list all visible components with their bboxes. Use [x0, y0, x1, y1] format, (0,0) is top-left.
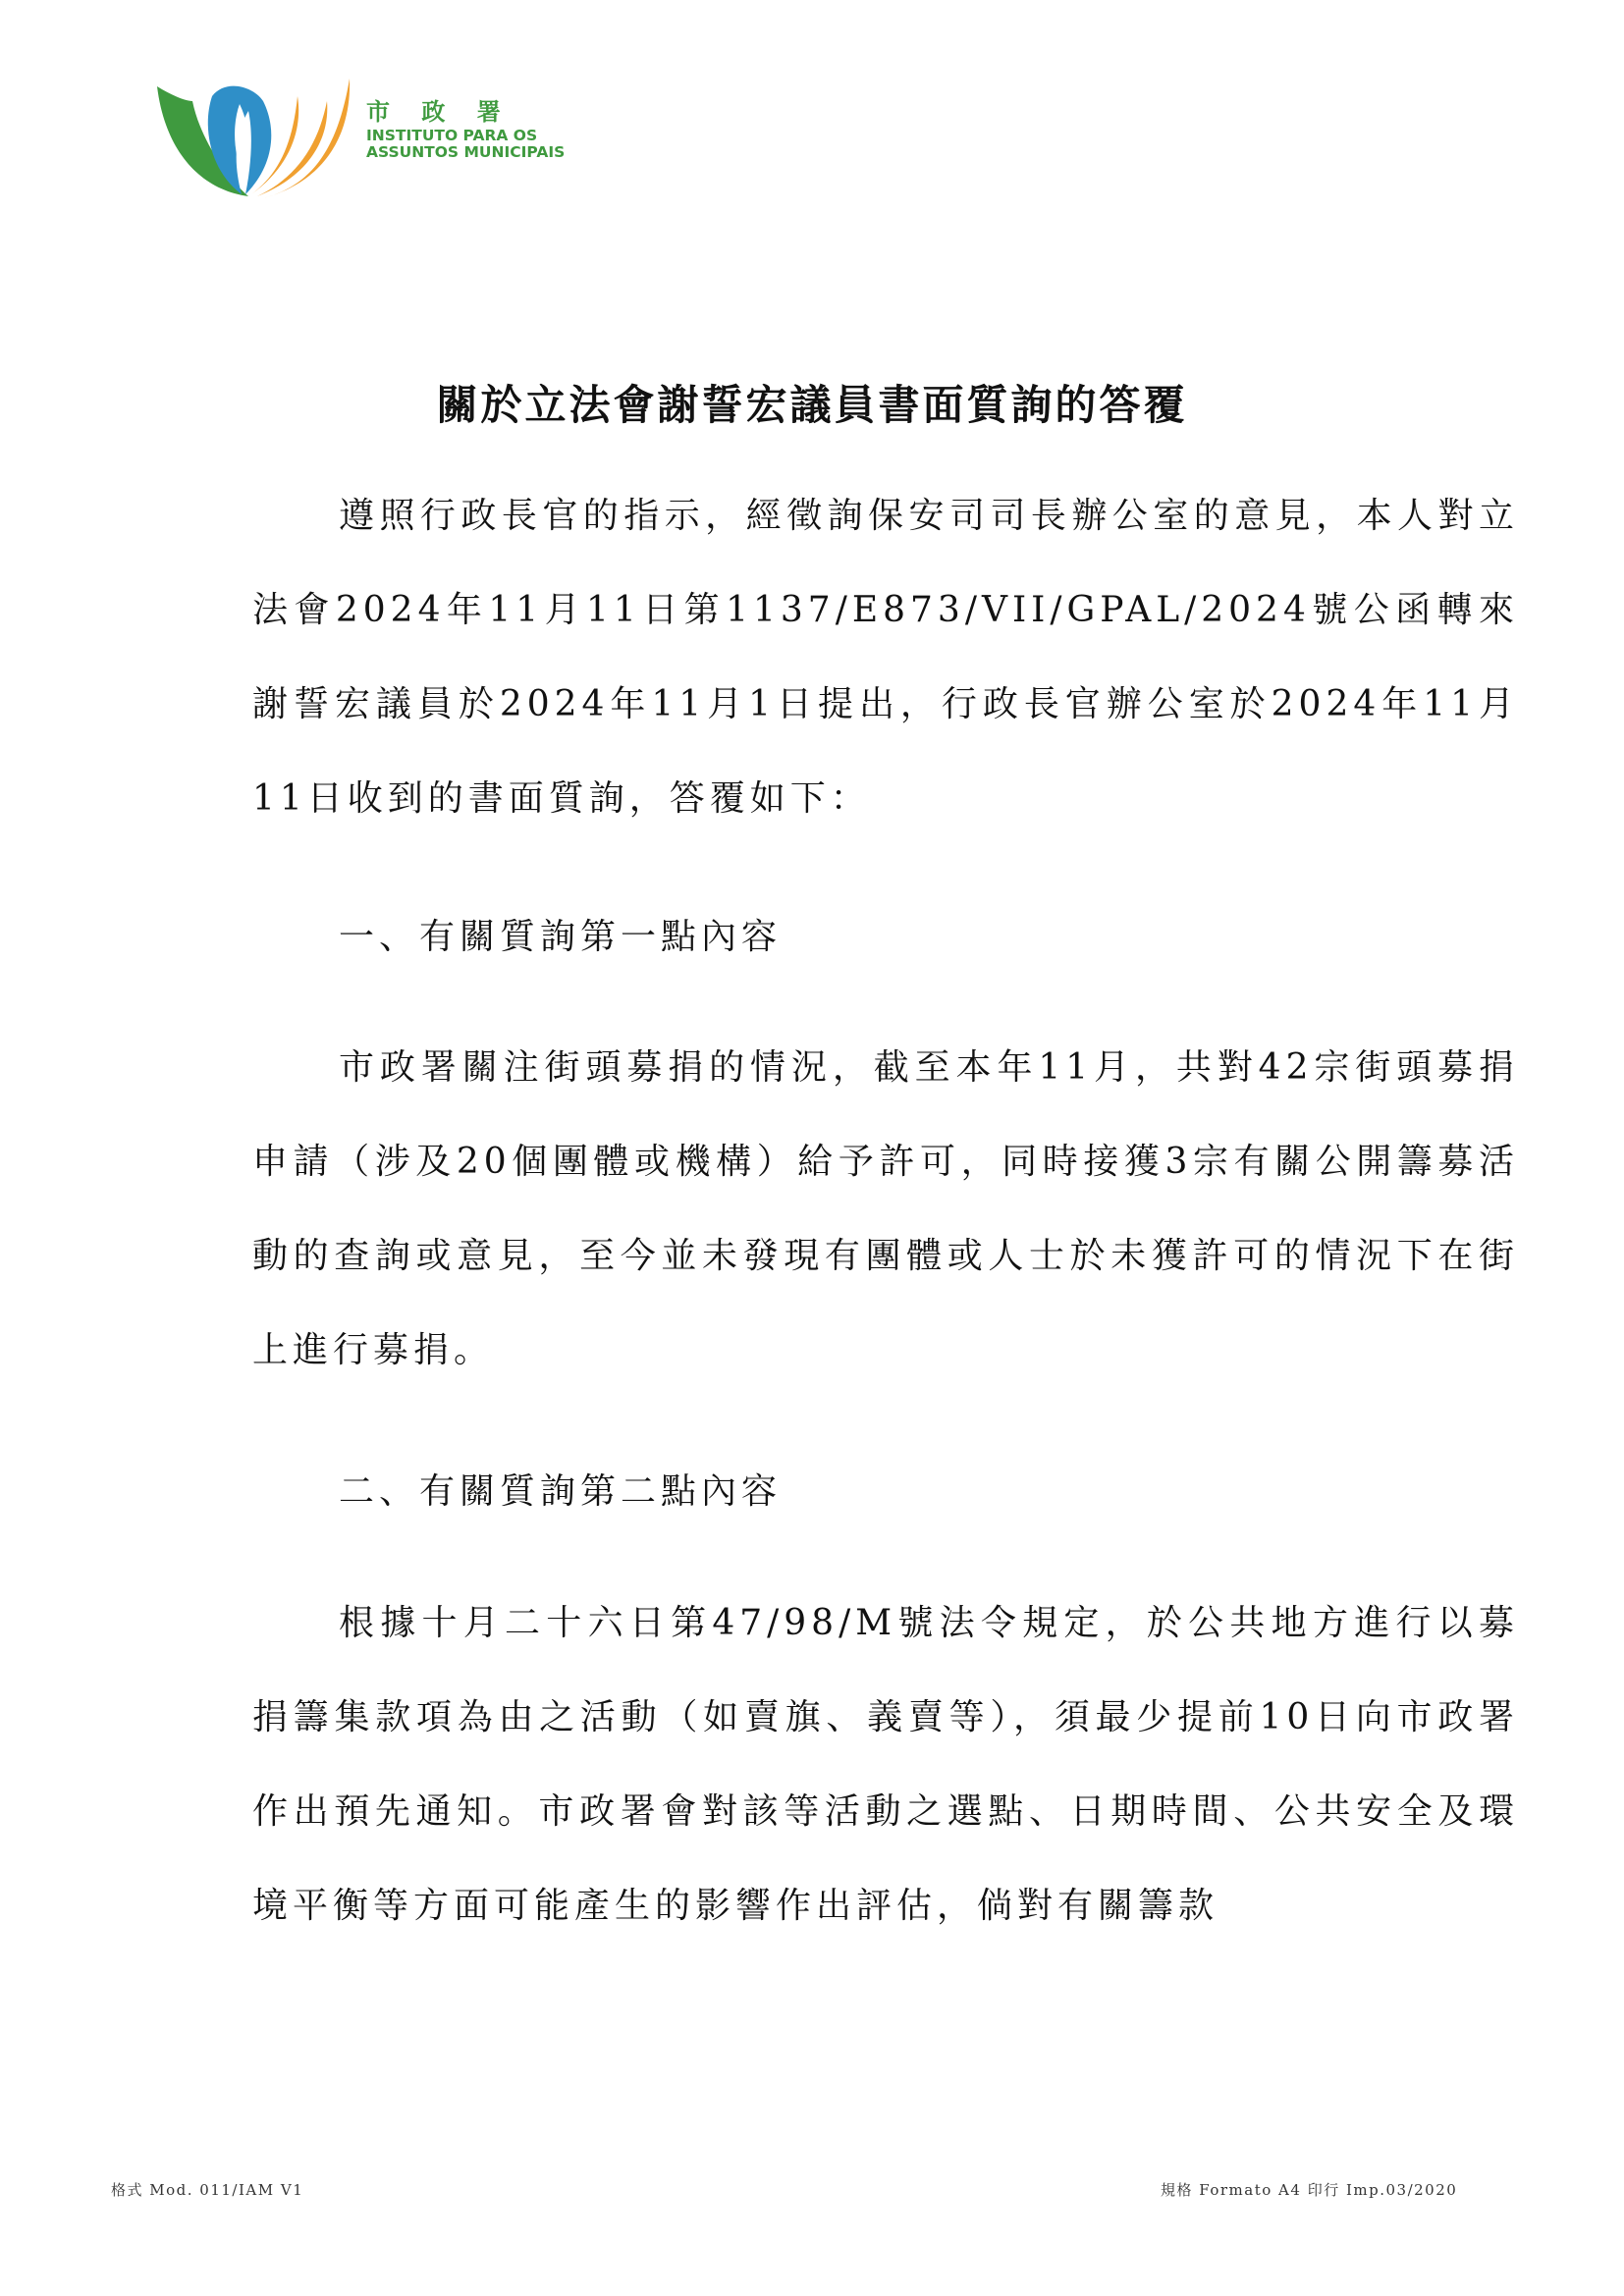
section1-body: 市政署關注街頭募捐的情況，截至本年11月，共對42宗街頭募捐申請（涉及20個團體或機構）給予許可，同時接獲3宗有關公開籌募活動的查詢或意見，至今並未發現有團體或人士於未獲許可的情況下在街上進行募捐。 — [252, 1047, 1519, 1370]
logo-name-cn: 市 政 署 — [366, 98, 513, 126]
footer-form-code: 格式 Mod. 011/IAM V1 — [111, 2181, 304, 2199]
intro-paragraph: 遵照行政長官的指示，經徵詢保安司司長辦公室的意見，本人對立法會2024年11月11日第1137/E873/VII/GPAL/2024號公函轉來謝誓宏議員於2024年11月1日提出，行政長官辦公室於2024年11月11日收到的書面質詢，答覆如下： — [252, 496, 1519, 819]
iam-logo — [155, 57, 568, 204]
lotus-logo-icon — [155, 57, 361, 204]
section1-heading: 一、有關質詢第一點內容 — [339, 917, 783, 957]
document-title: 關於立法會謝誓宏議員書面質詢的答覆 — [436, 381, 1188, 429]
logo-text — [366, 98, 565, 161]
footer-format: 規格 Formato A4 印行 Imp.03/2020 — [1161, 2181, 1458, 2199]
section2-heading: 二、有關質詢第二點內容 — [339, 1471, 783, 1512]
logo-name-pt-line2: ASSUNTOS MUNICIPAIS — [366, 143, 566, 161]
section2-body: 根據十月二十六日第47/98/M號法令規定，於公共地方進行以募捐籌集款項為由之活動（如賣旗、義賣等），須最少提前10日向市政署作出預先通知。市政署會對該等活動之選點、日期時間、公共安全及環境平衡等方面可能產生的影響作出評估，倘對有關籌款 — [252, 1603, 1519, 1926]
logo-name-pt-line1: INSTITUTO PARA OS — [366, 127, 538, 144]
